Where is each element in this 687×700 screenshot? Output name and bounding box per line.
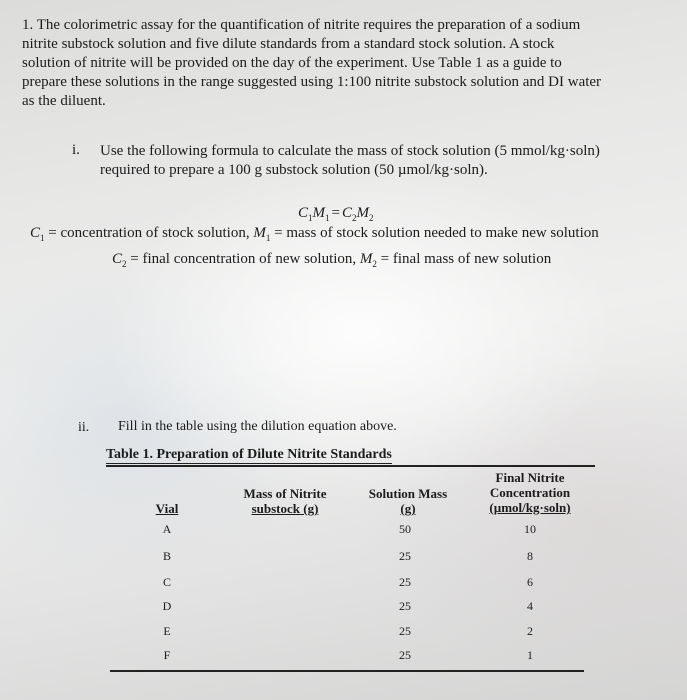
formula-sub: 2: [369, 213, 374, 223]
header-mass: [225, 486, 345, 516]
formula-sub: 1: [308, 213, 313, 223]
row-d-vial: D: [162, 599, 172, 613]
var-m: M: [359, 251, 373, 267]
header-solution-line: Solution Mass: [368, 486, 448, 501]
part-ii-instructions: Fill in the table using the dilution equation above.: [118, 419, 397, 434]
formula-m: M: [312, 205, 326, 221]
row-e-conc: 2: [527, 624, 533, 638]
row-b-conc: 8: [527, 549, 533, 563]
var-m: M: [253, 225, 266, 241]
header-mass-line: substock (g): [251, 501, 319, 516]
intro-line: 1. The colorimetric assay for the quantification of nitrite requires the preparation of a sodium: [22, 17, 581, 33]
row-b-solution: 25: [399, 549, 411, 563]
header-vial: [132, 501, 202, 516]
header-mass-line: Mass of Nitrite: [243, 486, 327, 501]
intro-paragraph: [22, 16, 672, 111]
row-c-solution: 25: [399, 575, 411, 589]
part-i-line: Use the following formula to calculate the mass of stock solution (5 mmol/kg·soln): [100, 143, 600, 159]
row-a-solution: 50: [399, 522, 411, 536]
header-solution: [352, 486, 464, 516]
formula-sub: 2: [352, 213, 357, 223]
intro-line: as the diluent.: [22, 93, 106, 109]
row-a-vial: A: [162, 522, 172, 536]
def-m1: = mass of stock solution needed to make new solution: [274, 225, 599, 241]
header-vial-text: Vial: [155, 501, 179, 516]
intro-line: solution of nitrite will be provided on the day of the experiment. Use Table 1 as a guide to: [22, 55, 562, 71]
header-solution-line: (g): [400, 501, 416, 516]
def-c1: = concentration of stock solution,: [48, 225, 250, 241]
row-f-vial: F: [163, 648, 171, 662]
row-f-conc: 1: [527, 648, 533, 662]
header-conc-line: Concentration: [489, 485, 571, 500]
row-c-vial: C: [162, 575, 171, 589]
table-top-rule: [106, 465, 595, 467]
header-concentration: [474, 470, 586, 515]
var-sub: 1: [265, 233, 271, 243]
intro-line: nitrite substock solution and five dilute standards from a standard stock solution. A stock: [22, 36, 555, 52]
formula-c: C: [298, 205, 309, 221]
row-d-solution: 25: [399, 599, 411, 613]
def-m2: = final mass of new solution: [380, 251, 552, 267]
table-bottom-rule: [110, 670, 584, 672]
var-sub: 2: [122, 259, 127, 269]
formula-m: M: [356, 205, 369, 221]
var-sub: 1: [40, 233, 45, 243]
part-ii-number: ii.: [78, 420, 90, 435]
definition-line-2: [112, 251, 551, 269]
row-a-conc: 10: [524, 522, 536, 536]
row-e-solution: 25: [399, 624, 411, 638]
header-conc-line: Final Nitrite: [495, 470, 565, 485]
formula-c: C: [341, 205, 352, 221]
part-i-instructions: [100, 142, 675, 180]
header-conc-line: (µmol/kg·soln): [489, 500, 571, 515]
var-sub: 2: [372, 259, 377, 269]
intro-line: prepare these solutions in the range suggested using 1:100 nitrite substock solution and DI water: [22, 74, 602, 90]
def-c2: = final concentration of new solution,: [130, 251, 357, 267]
part-i-number: i.: [72, 142, 80, 158]
row-d-conc: 4: [527, 599, 533, 613]
definition-line-1: [30, 225, 599, 243]
formula-equals: =: [331, 205, 340, 221]
dilution-formula: [298, 205, 374, 223]
var-c: C: [112, 251, 123, 267]
row-b-vial: B: [162, 549, 171, 563]
part-i-line: required to prepare a 100 g substock solution (50 µmol/kg·soln).: [100, 162, 488, 178]
row-c-conc: 6: [527, 575, 533, 589]
formula-sub: 1: [325, 213, 330, 223]
row-e-vial: E: [163, 624, 171, 638]
row-f-solution: 25: [399, 648, 411, 662]
var-c: C: [30, 225, 41, 241]
table-caption: Table 1. Preparation of Dilute Nitrite Standards: [106, 447, 392, 462]
